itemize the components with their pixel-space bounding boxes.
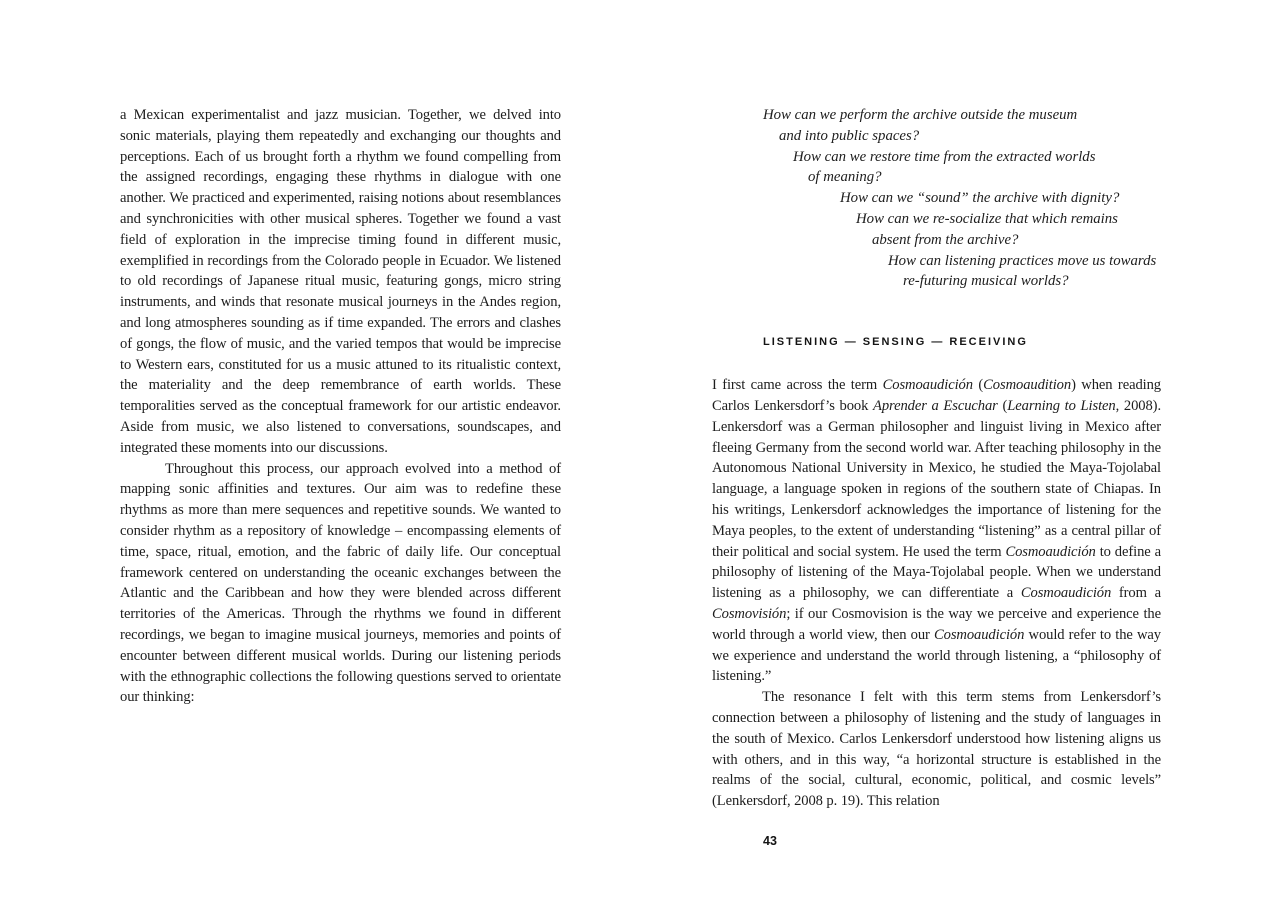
question-line: re-futuring musical worlds? — [903, 273, 1069, 290]
section-heading: LISTENING — SENSING — RECEIVING — [763, 336, 1028, 349]
right-page — [712, 105, 1161, 848]
question-line: How can we perform the archive outside the museum — [763, 107, 1078, 123]
right-column-text — [712, 375, 1161, 812]
question-line: How can listening practices move us towards — [888, 252, 1157, 269]
page-number: 43 — [763, 833, 777, 848]
question-line: How can we restore time from the extracted worlds — [793, 148, 1096, 165]
left-column-text — [120, 105, 561, 708]
question-line: How can we “sound” the archive with dignity? — [840, 190, 1120, 207]
question-line: absent from the archive? — [872, 231, 1019, 248]
question-line: How can we re-socialize that which remains — [856, 210, 1118, 227]
paragraph: a Mexican experimentalist and jazz musician. Together, we delved into sonic materials, playing them repeatedly and exchanging our thoughts and perceptions. Each of us brought forth a rhythm we found compelling from the assigned recordings, engaging these rhythms in dialogue with one another. We practiced and experimented, raising notions about resemblances and synchronicities with other musical spheres. Together we found a vast field of exploration in the imprecise timing found in different music, exemplified in recordings from the Colorado people in Ecuador. We listened to old recordings of Japanese ritual music, featuring gongs, micro string instruments, and winds that resonate musical journeys in the Andes region, and long atmospheres sounding as if time expanded. The errors and clashes of gongs, the flow of music, and the varied tempos that would be imprecise to Western ears, constituted for us a music attuned to its ritualistic context, the materiality and the deep remembrance of earth worlds. These temporalities served as the conceptual framework for our artistic endeavor. Aside from music, we also listened to conversations, soundscapes, and integrated these moments into our discussions. — [120, 107, 561, 456]
paragraph: Throughout this process, our approach evolved into a method of mapping sonic affinities and textures. Our aim was to redefine these rhythms as more than mere sequences and repetitive sounds. We wanted to consider rhythm as a repository of knowledge – encompassing elements of time, space, ritual, emotion, and the fabric of daily life. Our conceptual framework centered on understanding the oceanic exchanges between the Atlantic and the Caribbean and how they were blended across different territories of the Americas. Through the rhythms we found in different recordings, we began to imagine musical journeys, memories and points of encounter between different musical worlds. During our listening periods with the ethnographic collections the following questions served to orientate our thinking: — [120, 460, 561, 706]
question-line: and into public spaces? — [779, 127, 920, 144]
question-line: of meaning? — [808, 169, 882, 186]
questions-block — [712, 105, 1161, 292]
paragraph: The resonance I felt with this term stems from Lenkersdorf’s connection between a philosophy of listening and the study of languages in the south of Mexico. Carlos Lenkersdorf understood how listening aligns us with others, and in this way, “a horizontal structure is established in the realms of the social, cultural, economic, political, and cosmic levels” (Lenkersdorf, 2008 p. 19). This relation — [712, 689, 1161, 810]
paragraph: I first came across the term Cosmoaudición (Cosmoaudition) when reading Carlos Lenkersdorf’s book Aprender a Escuchar (Learning to Listen, 2008). Lenkersdorf was a German philosopher and linguist living in Mexico after fleeing Germany from the second world war. After teaching philosophy in the Autonomous National University in Mexico, he studied the Maya-Tojolabal language, a language spoken in regions of the southern state of Chiapas. In his writings, Lenkersdorf acknowledges the importance of listening for the Maya peoples, to the extent of understanding “listening” as a central pillar of their political and social system. He used the term Cosmoaudición to define a philosophy of listening of the Maya-Tojolabal people. When we understand listening as a philosophy, we can differentiate a Cosmoaudición from a Cosmovisión; if our Cosmovision is the way we perceive and experience the world through a world view, then our Cosmoaudición would refer to the way we experience and understand the world through listening, a “philosophy of listening.” — [712, 377, 1161, 685]
left-page — [120, 105, 561, 708]
